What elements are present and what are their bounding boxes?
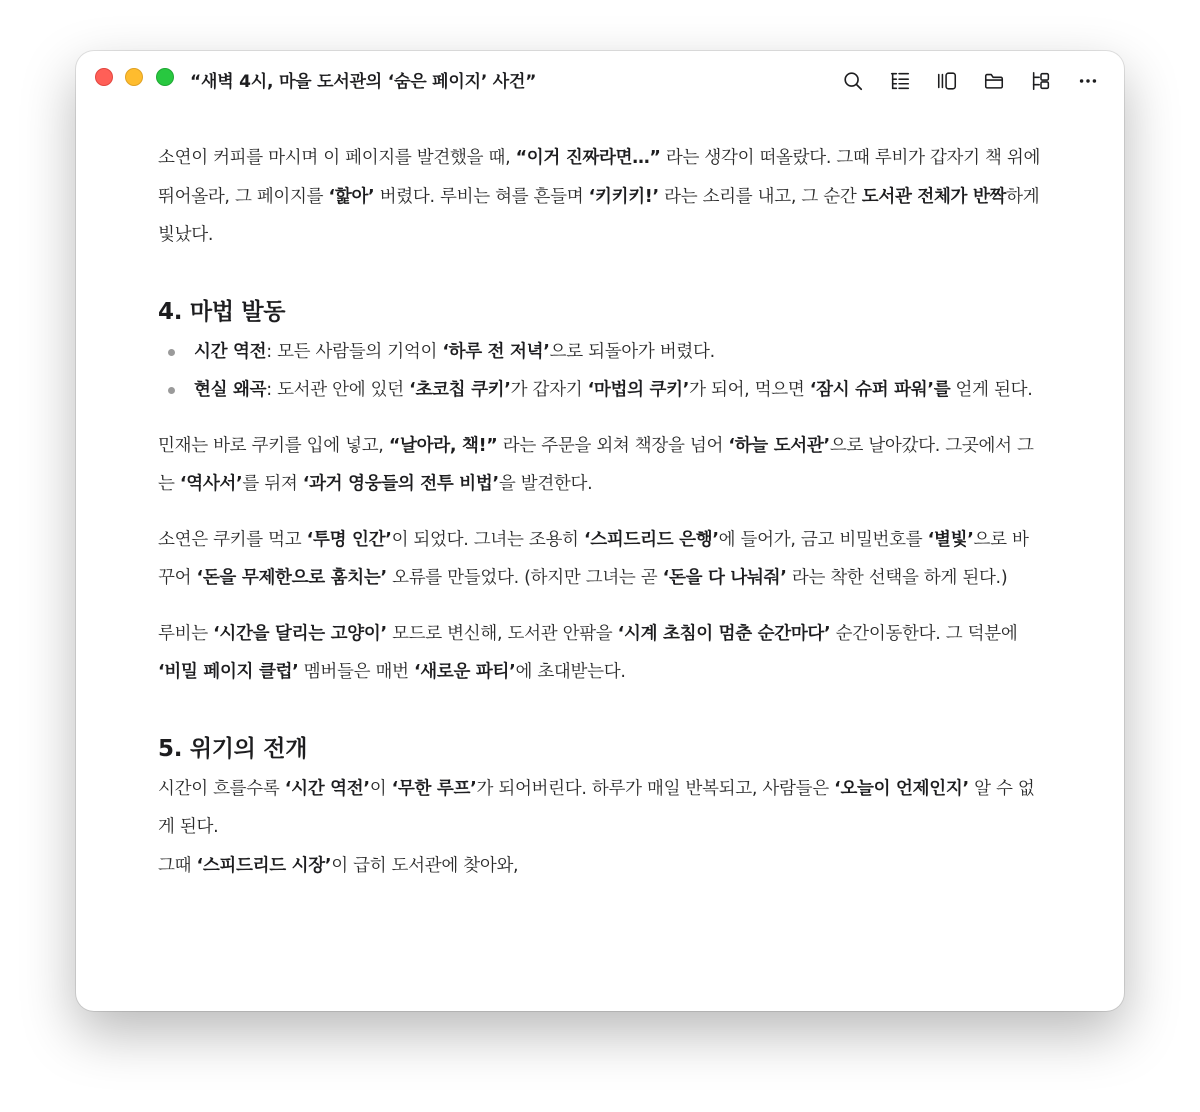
toolbar xyxy=(839,67,1102,95)
text-run: 에 들어가, 금고 비밀번호를 xyxy=(718,529,928,550)
paragraph-1 xyxy=(158,139,1042,255)
text-run: 오류를 만들었다. (하지만 그녀는 곧 xyxy=(386,568,663,588)
folder-button[interactable] xyxy=(980,67,1008,95)
bold-text: ‘새로운 파티’ xyxy=(413,662,516,682)
text-run: 소연이 커피를 마시며 이 페이지를 발견했을 때, xyxy=(158,148,516,168)
sidebar-panel-icon xyxy=(936,70,958,92)
text-run: 가 갑자기 xyxy=(510,380,588,400)
text-run: 을 발견한다. xyxy=(498,474,593,494)
paragraph-4 xyxy=(158,615,1042,692)
text-run: 이 xyxy=(369,778,392,799)
outline-button[interactable] xyxy=(886,67,914,95)
bold-text: ‘과거 영웅들의 전투 비법’ xyxy=(302,474,499,494)
bold-text: ‘시간을 달리는 고양이’ xyxy=(213,623,387,644)
bold-text: ‘키키키!’ xyxy=(588,186,659,207)
text-run: 순간이동한다. 그 덕분에 xyxy=(830,623,1018,644)
paragraph-2 xyxy=(158,427,1042,504)
text-run: 얻게 된다. xyxy=(950,380,1033,400)
bold-text: ‘투명 인간’ xyxy=(306,529,392,550)
text-run: 이 급히 도서관에 찾아와, xyxy=(331,855,519,876)
bold-text: ‘초코칩 쿠키’ xyxy=(409,380,511,400)
more-button[interactable] xyxy=(1074,67,1102,95)
document-window xyxy=(76,51,1124,1011)
text-run: 소연은 쿠키를 먹고 xyxy=(158,529,307,550)
bold-text: ‘마법의 쿠키’ xyxy=(587,380,690,400)
bold-text: ‘돈을 무제한으로 훔치는’ xyxy=(196,568,387,588)
bold-text: ‘하늘 도서관’ xyxy=(728,435,830,456)
close-window-button[interactable] xyxy=(95,68,113,86)
paragraph-5 xyxy=(158,770,1042,847)
hierarchy-icon xyxy=(1030,70,1052,92)
text-run: 라는 착한 선택을 하게 된다.) xyxy=(786,568,1008,588)
bold-text: 현실 왜곡 xyxy=(194,380,267,400)
paragraph-6 xyxy=(158,847,1042,886)
text-run: 버렸다. 루비는 혀를 흔들며 xyxy=(374,186,589,207)
document-title: “새벽 4시, 마을 도서관의 ‘숨은 페이지’ 사건” xyxy=(190,72,537,92)
bold-text: ‘돈을 다 나눠줘’ xyxy=(662,568,787,588)
bold-text: ‘별빛’ xyxy=(927,529,974,550)
text-run: 라는 소리를 내고, 그 순간 xyxy=(658,186,862,207)
list-item xyxy=(194,333,1042,372)
bold-text: ‘오늘이 언제인지’ xyxy=(834,778,969,799)
bold-text: ‘잠시 슈퍼 파워’를 xyxy=(809,380,951,400)
more-icon xyxy=(1077,70,1099,92)
bold-text: 시간 역전 xyxy=(194,341,267,362)
bold-text: ‘시간 역전’ xyxy=(284,778,370,799)
bold-text: ‘역사서’ xyxy=(179,474,243,494)
search-button[interactable] xyxy=(839,67,867,95)
bold-text: ‘하루 전 저녁’ xyxy=(442,341,550,362)
bullet-list-section-4 xyxy=(158,333,1042,410)
bold-text: “날아라, 책!” xyxy=(388,435,498,456)
text-run: 민재는 바로 쿠키를 입에 넣고, xyxy=(158,435,389,456)
text-run: 모드로 변신해, 도서관 안팎을 xyxy=(386,623,618,644)
text-run: 그때 xyxy=(158,855,197,876)
text-run: 라는 생각이 떠올랐다. 그때 루비가 갑자기 책 위에 뛰어올라, 그 페이지를 xyxy=(158,148,1041,207)
bold-text: 도서관 전체가 반짝 xyxy=(861,186,1007,207)
bold-text: ‘스피드리드 은행’ xyxy=(583,529,719,550)
text-run: 으로 날아갔다. 그곳에서 그는 xyxy=(158,435,1034,494)
paragraph-3 xyxy=(158,521,1042,598)
text-run: 가 되어, 먹으면 xyxy=(689,380,810,400)
text-run: 가 되어버린다. 하루가 매일 반복되고, 사람들은 xyxy=(476,778,835,799)
text-run: 라는 주문을 외쳐 책장을 넘어 xyxy=(497,435,729,456)
text-run: 알 수 없게 된다. xyxy=(158,778,1035,837)
document-body[interactable] xyxy=(158,139,1042,885)
text-run: 멤버들은 매번 xyxy=(298,662,414,682)
text-run: : 도서관 안에 있던 xyxy=(266,380,410,400)
text-run: 으로 되돌아가 버렸다. xyxy=(549,341,715,362)
text-run: 에 초대받는다. xyxy=(515,662,626,682)
heading-section-5: 5. 위기의 전개 xyxy=(158,735,308,762)
zoom-window-button[interactable] xyxy=(156,68,174,86)
search-icon xyxy=(842,70,864,92)
bold-text: “이거 진짜라면…” xyxy=(515,148,661,168)
bold-text: ‘비밀 페이지 클럽’ xyxy=(158,662,299,682)
text-run: 으로 바꾸어 xyxy=(158,529,1029,588)
bold-text: ‘무한 루프’ xyxy=(391,778,477,799)
outline-icon xyxy=(889,70,911,92)
text-run: 이 되었다. 그녀는 조용히 xyxy=(391,529,584,550)
sidebar-panel-button[interactable] xyxy=(933,67,961,95)
minimize-window-button[interactable] xyxy=(125,68,143,86)
text-run: 시간이 흐를수록 xyxy=(158,778,285,799)
bold-text: ‘스피드리드 시장’ xyxy=(196,855,332,876)
heading-section-4: 4. 마법 발동 xyxy=(158,298,286,325)
list-item xyxy=(194,371,1042,410)
text-run: 하게 빛났다. xyxy=(158,186,1040,245)
text-run: 를 뒤져 xyxy=(242,474,303,494)
text-run: : 모든 사람들의 기억이 xyxy=(266,341,443,362)
bold-text: ‘시계 초침이 멈춘 순간마다’ xyxy=(617,623,831,644)
title-bar xyxy=(76,51,1124,109)
text-run: 루비는 xyxy=(158,623,214,644)
folder-icon xyxy=(983,70,1005,92)
hierarchy-button[interactable] xyxy=(1027,67,1055,95)
bold-text: ‘핥아’ xyxy=(328,186,375,207)
